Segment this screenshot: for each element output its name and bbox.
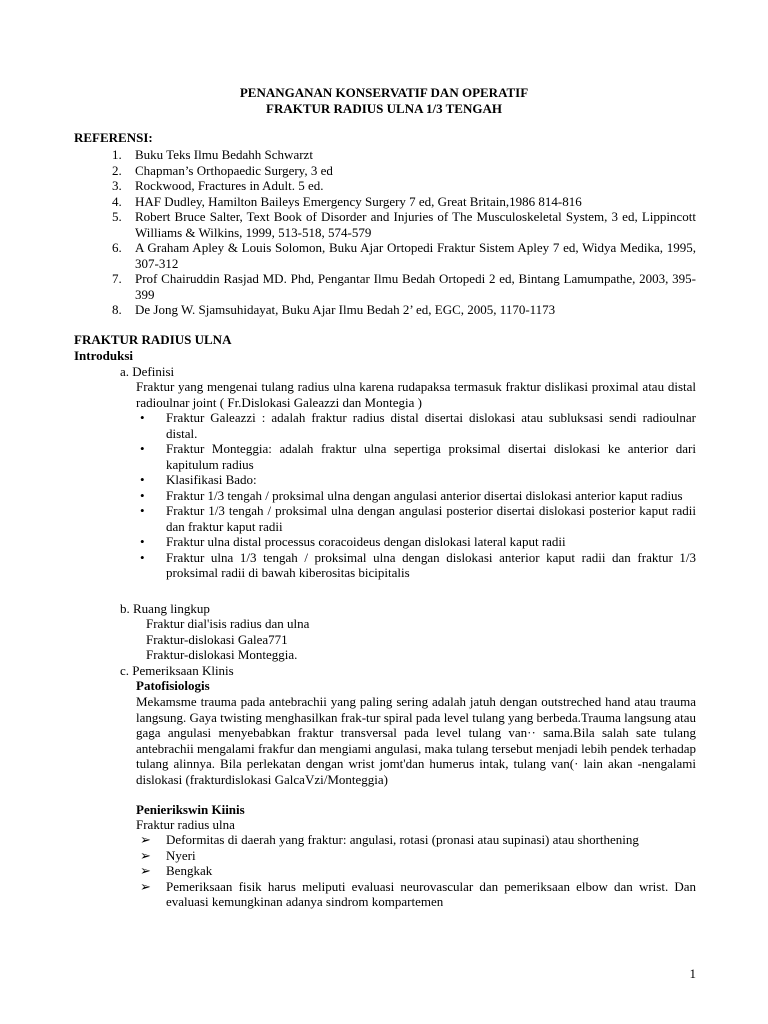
bullet-item: • Fraktur 1/3 tengah / proksimal ulna dengan angulasi posterior disertai dislokasi posterior kaput radii dan fraktur kaput radii	[136, 503, 696, 534]
arrow-item: ➢ Deformitas di daerah yang fraktur: angulasi, rotasi (pronasi atau supinasi) atau shorthening	[136, 832, 696, 848]
page-number: 1	[689, 966, 696, 981]
ruang-lingkup-list	[146, 616, 309, 663]
bullet-dot-icon: •	[140, 441, 145, 456]
reference-item: 2. Chapman’s Orthopaedic Surgery, 3 ed	[112, 162, 333, 178]
reference-item: 4. HAF Dudley, Hamilton Baileys Emergency Surgery 7 ed, Great Britain,1986 814-816	[112, 193, 582, 209]
arrowhead-icon: ➢	[140, 832, 151, 847]
pemeriksaan-klinis-label: c. Pemeriksaan Klinis	[120, 663, 234, 678]
arrowhead-icon: ➢	[140, 847, 151, 863]
reference-item: 6. A Graham Apley & Louis Solomon, Buku Ajar Ortopedi Fraktur Sistem Apley 7 ed, Widya Medika, 1995, 307-312	[112, 240, 696, 271]
bullet-item: • Fraktur ulna distal processus coracoideus dengan dislokasi lateral kaput radii	[136, 534, 696, 550]
definisi-bullet-list	[136, 410, 696, 581]
introduksi-heading: Introduksi	[74, 348, 134, 363]
bullet-dot-icon: •	[140, 534, 145, 549]
bullet-item: • Fraktur 1/3 tengah / proksimal ulna dengan angulasi anterior disertai dislokasi anterior kaput radius	[136, 488, 696, 504]
bullet-dot-icon: •	[140, 503, 145, 518]
reference-item: 7. Prof Chairuddin Rasjad MD. Phd, Pengantar Ilmu Bedah Ortopedi 2 ed, Bintang Lamumpathe, 2003, 395-399	[112, 271, 696, 302]
fraktur-heading: FRAKTUR RADIUS ULNA	[74, 332, 232, 347]
bullet-dot-icon: •	[140, 472, 145, 487]
bullet-dot-icon: •	[140, 549, 145, 565]
arrow-item: ➢ Nyeri	[136, 848, 696, 864]
arrowhead-icon: ➢	[140, 878, 151, 894]
ruang-lingkup-label: b. Ruang lingkup	[120, 601, 210, 616]
bullet-dot-icon: •	[140, 487, 145, 503]
arrow-item: ➢ Bengkak	[136, 863, 696, 879]
fraktur-radius-ulna-label: Fraktur radius ulna	[136, 817, 235, 832]
referensi-heading: REFERENSI:	[74, 130, 153, 145]
patofisiologis-heading: Patofisiologis	[136, 678, 210, 693]
bullet-item: • Fraktur Monteggia: adalah fraktur ulna sepertiga proksimal disertai dislokasi ke anterior dari kapitulum radius	[136, 441, 696, 472]
title-line-1: PENANGANAN KONSERVATIF DAN OPERATIF	[239, 85, 529, 100]
ruang-lingkup-line: Fraktur-dislokasi Galea771	[146, 631, 288, 647]
arrow-item: ➢ Pemeriksaan fisik harus meliputi evaluasi neurovascular dan pemeriksaan elbow dan wrist. Dan evaluasi kemungkinan adanya sindrom kompartemen	[136, 879, 696, 910]
bullet-dot-icon: •	[140, 410, 145, 425]
document-title	[0, 85, 768, 117]
reference-item: 3. Rockwood, Fractures in Adult. 5 ed.	[112, 178, 324, 193]
bullet-item: • Klasifikasi Bado:	[136, 472, 696, 488]
ruang-lingkup-line: Fraktur-dislokasi Monteggia.	[146, 647, 298, 662]
title-line-2: FRAKTUR RADIUS ULNA 1/3 TENGAH	[266, 101, 502, 116]
patofisiologis-text: Mekamsme trauma pada antebrachii yang paling sering adalah jatuh dengan outstreched hand atau trauma langsung. Gaya twisting menghasilkan frak-tur spiral pada level tulang yang berbeda.Trauma langsung atau gaga angulasi menyebabkan fraktur transversal pada level tulang van·· sama.Bila salah sate tulang antebrachii mengalami frakfur dan mengiami angulasi, maka tulang tersebut menjadi lebih pendek terhadap tulang alinnya. Bila perlekatan dengan wrist jomt'dan humerus intak, tulang van(· lain akan -nengalami dislokasi (frakturdislokasi GalcaVzi/Monteggia)	[136, 694, 696, 787]
bullet-item: • Fraktur ulna 1/3 tengah / proksimal ulna dengan dislokasi anterior kaput radii dan fraktur 1/3 proksimal radii di bawah kiberositas bicipitalis	[136, 550, 696, 581]
pemeriksaan-kiinis-heading: Penierikswin Kiinis	[136, 802, 245, 817]
definisi-label: a. Definisi	[120, 364, 175, 379]
bullet-item: • Fraktur Galeazzi : adalah fraktur radius distal disertai dislokasi atau subluksasi sendi radioulnar distal.	[136, 410, 696, 441]
pemeriksaan-arrow-list	[136, 832, 696, 910]
arrowhead-icon: ➢	[140, 863, 151, 878]
reference-item: 8. De Jong W. Sjamsuhidayat, Buku Ajar Ilmu Bedah 2’ ed, EGC, 2005, 1170-1173	[112, 302, 556, 317]
definisi-text: Fraktur yang mengenai tulang radius ulna karena rudapaksa termasuk fraktur dislikasi proximal atau distal radioulnar joint ( Fr.Dislokasi Galeazzi dan Montegia )	[136, 379, 696, 410]
reference-list	[112, 147, 696, 318]
reference-item: 5. Robert Bruce Salter, Text Book of Disorder and Injuries of The Musculoskeletal System, 3 ed, Lippincott Williams & Wilkins, 1999, 513-518, 574-579	[112, 209, 696, 240]
ruang-lingkup-line: Fraktur dial'isis radius dan ulna	[146, 616, 310, 631]
reference-item: 1. Buku Teks Ilmu Bedahh Schwarzt	[112, 147, 313, 162]
